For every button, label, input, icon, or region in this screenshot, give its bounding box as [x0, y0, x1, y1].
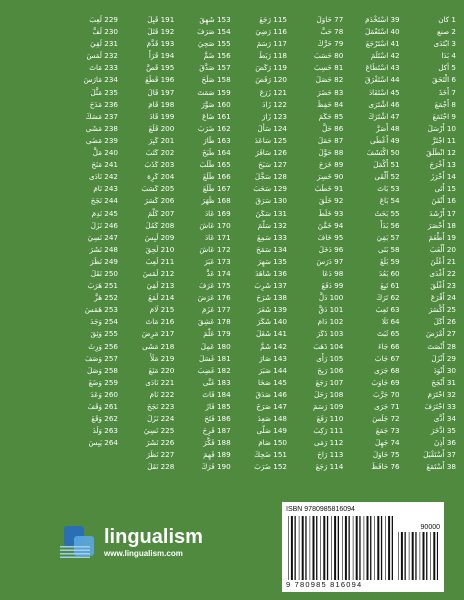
verb-entry: 44 اسْتَغْرَقَ	[365, 75, 400, 85]
verb-entry: 42 اسْتَلَمَ	[370, 51, 400, 61]
verb-entry: 198 قَامَ	[148, 99, 175, 109]
verb-entry: 239 مَضَى	[85, 135, 118, 145]
verb-entry: 6 الْتَحَقَ	[432, 75, 456, 85]
verb-entry: 77 حَاوَلَ	[316, 15, 344, 24]
verb-entry: 241 مَنَحَ	[91, 160, 118, 170]
verb-entry: 145 صَحَا	[258, 377, 287, 387]
verb-entry: 37 أَسْتَقْبَلَ	[423, 450, 456, 460]
brand-url: www.lingualism.com	[104, 548, 183, 558]
verb-entry: 247 نَسِيَ	[87, 232, 118, 242]
verb-entry: 218 مَشَى	[142, 341, 175, 351]
verb-entry: 176 عَرَضَ	[197, 293, 231, 303]
verb-entry: 172 عَاشَ	[199, 244, 231, 254]
verb-entry: 129 سَحَبَ	[253, 184, 287, 194]
barcode-bars	[288, 516, 396, 580]
verb-entry: 21 أَعْلَنَ	[430, 256, 456, 266]
verb-entry: 158 صَلَحَ	[201, 75, 231, 85]
verb-entry: 94 خَمَّنَ	[317, 220, 344, 230]
verb-entry: 98 دَعَا	[322, 268, 344, 278]
verb-entry: 82 حَصَلَ	[315, 75, 344, 85]
verb-entry: 229 لَعِبَ	[89, 15, 118, 24]
verb-entry: 59 بَلَغَ	[379, 256, 400, 266]
verb-entry: 254 وَجَدَ	[90, 317, 118, 327]
verb-entry: 118 رَبَطَ	[258, 51, 287, 61]
verb-entry: 106 رَبِحَ	[317, 365, 344, 375]
verb-entry: 195 قَصَّ	[146, 63, 175, 73]
verb-entry: 242 نَادَى	[88, 172, 118, 182]
verb-entry: 184 فَاتَ	[202, 389, 231, 399]
verb-entry: 157 صَدَّقَ	[199, 63, 231, 73]
verb-entry: 238 مَشَى	[85, 123, 118, 133]
price-code: 90000	[420, 524, 440, 531]
verb-entry: 88 حَوَّلَ	[318, 148, 344, 158]
verb-entry: 244 نَجَحَ	[90, 196, 118, 206]
verb-entry: 213 لَقِيَ	[146, 281, 175, 291]
verb-column-4	[233, 14, 287, 474]
verb-entry: 45 اسْتَفَادَ	[368, 87, 400, 97]
verb-entry: 27 أَمْرَضَ	[426, 329, 456, 339]
verb-entry: 90 خَسِرَ	[317, 172, 344, 182]
verb-entry: 17 أَرْشَدَ	[429, 208, 456, 218]
verb-entry: 49 أَعْطَى	[370, 135, 400, 145]
verb-entry: 34 أَدَّى	[433, 414, 456, 424]
verb-entry: 64 تَلَا	[381, 317, 400, 327]
verb-entry: 81 حَسِبَ	[313, 63, 344, 73]
verb-entry: 207 كَلَّمَ	[147, 208, 175, 218]
verb-entry: 260 وَعَدَ	[90, 389, 118, 399]
verb-entry: 32 احْتَرَمَ	[427, 389, 456, 399]
verb-entry: 79 حَرَّكَ	[317, 39, 344, 49]
verb-entry: 246 نَزَلَ	[90, 220, 118, 230]
verb-entry: 155 صَحِيَ	[197, 39, 231, 49]
verb-column-2	[346, 14, 400, 474]
brand-name: lingualism	[104, 525, 203, 548]
verb-entry: 142 شَمَّ	[260, 341, 287, 351]
verb-entry: 65 ثَبَتَ	[376, 329, 400, 339]
verb-entry: 231 لَقِيَ	[90, 39, 118, 49]
verb-entry: 153 شَهِقَ	[199, 15, 231, 24]
verb-entry: 196 قَطَعَ	[145, 75, 175, 85]
verb-entry: 169 عَادَ	[204, 208, 231, 218]
verb-entry: 7 أَخَذَ	[438, 87, 456, 97]
verb-entry: 5 أكل	[438, 63, 456, 73]
verb-entry: 31 أَنْجَحَ	[431, 377, 456, 387]
verb-entry: 11 اجْتَرَّ	[431, 135, 456, 145]
verb-entry: 110 رَفَعَ	[316, 414, 344, 424]
verb-entry: 84 حَفِظَ	[316, 99, 344, 109]
verb-entry: 28 أَنْصَتَ	[427, 341, 456, 351]
verb-entry: 76 حَافَظَ	[371, 462, 400, 472]
verb-entry: 62 تَرَكَ	[376, 293, 400, 303]
verb-entry: 111 رَكِبَ	[313, 426, 344, 436]
verb-entry: 203 كَذَبَ	[144, 160, 175, 170]
verb-entry: 93 خَلَطَ	[318, 208, 344, 218]
verb-entry: 237 مَسَكَ	[85, 111, 118, 121]
verb-entry: 24 أَقْرَعَ	[430, 293, 456, 303]
verb-entry: 47 اشْتَرَكَ	[368, 111, 400, 121]
verb-entry: 108 رَحَلَ	[313, 389, 344, 399]
verb-entry: 263 وَلَدَ	[92, 426, 118, 436]
verb-entry: 126 سَافَرَ	[255, 148, 287, 158]
verb-entry: 75 حَاوَلَ	[372, 450, 400, 460]
verb-entry: 23 أَغْلَقَ	[430, 281, 456, 291]
verb-entry: 219 مَلَأَ	[150, 353, 175, 363]
verb-entry: 136 شَاهَدَ	[255, 268, 287, 278]
verb-entry: 138 شَرَحَ	[256, 293, 287, 303]
verb-entry: 216 مَاتَ	[145, 317, 175, 327]
verb-entry: 66 جَاءَ	[378, 341, 400, 351]
verb-entry: 67 جَابَ	[374, 353, 400, 363]
verb-entry: 149 صَلَّى	[256, 426, 287, 436]
verb-entry: 183 غَنَّى	[202, 377, 231, 387]
verb-entry: 29 أَنْزَلَ	[431, 353, 456, 363]
verb-entry: 199 قَادَ	[149, 111, 175, 121]
verb-entry: 25 أَكْسَرَ	[428, 305, 456, 315]
verb-entry: 121 زَرَعَ	[259, 87, 287, 97]
verb-entry: 257 وَصَفَ	[84, 353, 118, 363]
verb-list	[64, 14, 456, 474]
verb-entry: 80 حَسَبَ	[313, 51, 344, 61]
verb-entry: 2 صنع	[437, 27, 456, 37]
verb-column-1	[402, 14, 456, 474]
verb-entry: 16 أَتْقَنَ	[431, 196, 456, 206]
verb-entry: 197 قَالَ	[147, 87, 175, 97]
verb-entry: 223 نَجَحَ	[147, 402, 175, 411]
verb-entry: 205 كَسَبَ	[141, 184, 175, 194]
verb-entry: 15 أَتَى	[434, 184, 456, 194]
verb-entry: 91 خَطَبَ	[314, 184, 344, 194]
verb-entry: 61 تَبِعَ	[380, 281, 400, 291]
verb-entry: 232 لَمَسَ	[86, 51, 118, 61]
verb-entry: 258 وَصَلَ	[86, 365, 118, 375]
verb-entry: 148 صَعِدَ	[257, 414, 287, 424]
verb-entry: 97 دَرَسَ	[316, 256, 344, 266]
verb-entry: 50 اكْتَشَفَ	[366, 148, 400, 158]
verb-entry: 40 اسْتَعْمَلَ	[364, 27, 400, 37]
verb-entry: 259 وَضَعَ	[88, 377, 118, 387]
verb-entry: 46 اشْتَرَى	[368, 99, 400, 109]
verb-entry: 139 شَعَرَ	[257, 305, 287, 315]
isbn-barcode	[282, 502, 444, 592]
verb-entry: 18 أَحْصَرَ	[427, 220, 456, 230]
verb-entry: 220 مَنَعَ	[148, 365, 175, 375]
verb-entry: 194 قَرَأَ	[148, 51, 175, 61]
verb-entry: 245 نَدِمَ	[91, 208, 118, 218]
logo-mark-icon	[60, 524, 100, 560]
verb-entry: 134 سَمَحَ	[256, 244, 287, 254]
verb-entry: 35 ادَّخَرَ	[430, 426, 456, 436]
verb-entry: 95 خَافَ	[317, 232, 344, 242]
verb-entry: 180 عَمِلَ	[200, 341, 231, 351]
verb-entry: 19 أَطْعَمَ	[428, 232, 456, 242]
verb-entry: 1 كان	[438, 15, 456, 24]
verb-entry: 73 جَمَعَ	[375, 426, 400, 436]
verb-entry: 181 غَسَلَ	[199, 353, 231, 363]
verb-entry: 162 ضَرَبَ	[197, 123, 231, 133]
verb-entry: 186 فَتَحَ	[204, 414, 231, 424]
verb-entry: 190 فَرَكَ	[201, 462, 231, 472]
verb-entry: 165 طَلَبَ	[199, 160, 231, 170]
verb-entry: 120 رَفَضَ	[255, 75, 287, 85]
verb-entry: 41 اسْتَرْجَعَ	[365, 39, 400, 49]
verb-column-5	[177, 14, 231, 474]
verb-entry: 116 رَضِيَ	[255, 27, 287, 37]
verb-entry: 168 ظَهَرَ	[201, 196, 231, 206]
verb-entry: 113 رَاحَ	[317, 450, 344, 460]
verb-entry: 43 اسْتَطَاعَ	[365, 63, 400, 73]
verb-entry: 54 بَاعَ	[379, 196, 400, 206]
verb-entry: 144 صَبَرَ	[258, 365, 287, 375]
verb-entry: 227 نَظَرَ	[146, 450, 175, 460]
verb-entry: 26 أَكَلَ	[433, 317, 456, 327]
verb-entry: 83 حَضَرَ	[317, 87, 344, 97]
verb-entry: 30 أَنْوَدَ	[433, 365, 456, 375]
verb-entry: 125 سَاعَدَ	[254, 135, 287, 145]
verb-entry: 124 سَأَلَ	[257, 123, 287, 133]
verb-entry: 208 كَمُلَ	[145, 220, 175, 230]
verb-entry: 135 سَهِرَ	[257, 256, 287, 266]
verb-entry: 60 بَعُدَ	[378, 268, 400, 278]
verb-entry: 178 عَشِقَ	[197, 317, 231, 327]
verb-entry: 167 طَلَعَ	[202, 184, 231, 194]
verb-entry: 187 فَرِحَ	[202, 426, 231, 436]
verb-entry: 89 خَرَجَ	[318, 160, 344, 170]
verb-entry: 33 احْتَرَفَ	[424, 402, 456, 411]
verb-entry: 69 جَاوَبَ	[371, 377, 400, 387]
verb-entry: 36 أَذِنَ	[434, 438, 456, 448]
verb-entry: 104 ذَهَبَ	[313, 341, 344, 351]
verb-entry: 150 صَامَ	[258, 438, 287, 448]
verb-entry: 189 فَهِمَ	[203, 450, 231, 460]
verb-entry: 256 وَرِثَ	[88, 341, 118, 351]
verb-entry: 130 سَرَقَ	[255, 196, 287, 206]
verb-entry: 70 جَرَّبَ	[373, 389, 400, 399]
verb-column-3	[289, 14, 343, 474]
verb-entry: 3 ابْتَدَى	[433, 39, 456, 49]
verb-entry: 9 اجْتَمَعَ	[432, 111, 456, 121]
barcode-addon-bars	[398, 532, 438, 580]
verb-entry: 214 لَمَعَ	[148, 293, 175, 303]
verb-entry: 58 بَنَى	[378, 244, 400, 254]
verb-entry: 188 فَكَّرَ	[203, 438, 231, 448]
verb-entry: 230 لَفَّ	[92, 27, 118, 37]
verb-entry: 175 عَرَفَ	[198, 281, 231, 291]
verb-entry: 137 شَرِبَ	[254, 281, 287, 291]
verb-entry: 222 نَامَ	[149, 389, 175, 399]
verb-entry: 123 زَارَ	[262, 111, 287, 121]
verb-entry: 39 اسْتَخْدَمَ	[365, 15, 400, 24]
verb-entry: 204 كَرِهَ	[147, 172, 175, 182]
verb-entry: 103 ذَكَرَ	[316, 329, 344, 339]
verb-entry: 182 غَضِبَ	[197, 365, 231, 375]
verb-entry: 96 دَخَلَ	[318, 244, 344, 254]
verb-entry: 215 لَامَ	[149, 305, 175, 315]
verb-entry: 211 لَعِبَ	[145, 256, 175, 266]
verb-entry: 217 مَرِضَ	[141, 329, 175, 339]
verb-entry: 228 نَقَلَ	[147, 462, 175, 472]
verb-entry: 185 فَازَ	[205, 402, 231, 411]
verb-entry: 200 قَلَعَ	[148, 123, 175, 133]
verb-entry: 127 سَبَحَ	[258, 160, 287, 170]
verb-entry: 177 عَزَمَ	[201, 305, 231, 315]
verb-entry: 221 نَادَى	[145, 377, 175, 387]
verb-entry: 131 سَكَنَ	[255, 208, 287, 218]
verb-entry: 206 كَسَرَ	[144, 196, 175, 206]
verb-entry: 86 حَلَّ	[321, 123, 344, 133]
verb-entry: 92 خَلَقَ	[319, 196, 344, 206]
verb-entry: 250 نَقَلَ	[90, 268, 118, 278]
verb-entry: 22 أَغْدَى	[429, 268, 456, 278]
verb-entry: 236 مَدَحَ	[89, 99, 118, 109]
verb-entry: 192 قَتَلَ	[147, 27, 175, 37]
verb-entry: 212 لَمَسَ	[142, 268, 175, 278]
verb-entry: 55 بَحَثَ	[374, 208, 400, 218]
verb-entry: 171 عَادَ	[204, 232, 231, 242]
verb-entry: 13 أَخْرَجَ	[429, 160, 456, 170]
verb-entry: 156 ضَمَّ	[203, 51, 231, 61]
verb-entry: 56 بَدَأَ	[380, 220, 400, 230]
verb-entry: 251 هَرَبَ	[87, 281, 118, 291]
verb-entry: 166 طَلَعَ	[202, 172, 231, 182]
verb-entry: 163 طَارَ	[203, 135, 231, 145]
verb-entry: 122 زَادَ	[262, 99, 287, 109]
verb-entry: 72 جَلَسَ	[372, 414, 400, 424]
verb-entry: 173 عَبَرَ	[204, 256, 231, 266]
verb-entry: 71 جَرَى	[374, 402, 400, 411]
verb-entry: 63 تَعِبَ	[375, 305, 400, 315]
verb-column-7	[64, 14, 118, 474]
verb-entry: 240 مَلَّ	[92, 148, 118, 158]
verb-entry: 209 لَبِسَ	[144, 232, 175, 242]
isbn-label: ISBN 9780985816094	[286, 506, 355, 513]
verb-entry: 248 نَشَرَ	[89, 244, 118, 254]
verb-entry: 8 أَجْمَعَ	[434, 99, 456, 109]
verb-entry: 224 نَزَلَ	[147, 414, 175, 424]
verb-entry: 154 صَرَفَ	[197, 27, 231, 37]
verb-entry: 233 مَاتَ	[89, 63, 118, 73]
verb-entry: 159 صَمَتَ	[197, 87, 231, 97]
verb-entry: 161 ضَاعَ	[202, 111, 231, 121]
verb-entry: 146 صَدَقَ	[255, 389, 287, 399]
verb-entry: 74 جَهِلَ	[375, 438, 400, 448]
verb-entry: 133 سَمِعَ	[256, 232, 287, 242]
verb-entry: 20 أَلْعَبَ	[429, 244, 456, 254]
verb-entry: 210 لَحِقَ	[145, 244, 175, 254]
verb-entry: 160 صَوَّرَ	[201, 99, 231, 109]
verb-entry: 119 رَكَضَ	[255, 63, 287, 73]
lingualism-logo	[60, 524, 203, 560]
verb-entry: 51 أَكْمَلَ	[373, 160, 400, 170]
verb-entry: 117 رَسَمَ	[256, 39, 287, 49]
verb-entry: 174 عَدَّ	[206, 268, 231, 278]
verb-entry: 243 نَامَ	[93, 184, 118, 194]
verb-entry: 147 صَرَخَ	[256, 402, 287, 411]
verb-entry: 164 طَبَخَ	[202, 148, 231, 158]
verb-entry: 128 سَجَّلَ	[254, 172, 287, 182]
verb-entry: 191 قَبِلَ	[147, 15, 175, 24]
verb-entry: 140 شَكَرَ	[257, 317, 287, 327]
verb-entry: 105 رَأَى	[316, 353, 344, 363]
verb-entry: 107 رَجَعَ	[315, 377, 344, 387]
verb-entry: 201 كَبِرَ	[148, 135, 175, 145]
verb-entry: 193 قَدَّمَ	[146, 39, 175, 49]
verb-entry: 152 ضَرَبَ	[254, 462, 287, 472]
verb-entry: 225 نَسِيَ	[143, 426, 175, 436]
verb-entry: 99 دَفَعَ	[321, 281, 344, 291]
verb-entry: 14 أَحْرَزَ	[430, 172, 456, 182]
verb-entry: 53 بَاتَ	[377, 184, 400, 194]
verb-entry: 253 هَمَسَ	[84, 305, 118, 315]
verb-entry: 226 نَشَرَ	[145, 438, 175, 448]
verb-column-6	[120, 14, 174, 474]
verb-entry: 262 وَقَعَ	[91, 414, 118, 424]
verb-entry: 78 حَبَّ	[320, 27, 344, 37]
verb-entry: 38 أَسْتَمَعَ	[426, 462, 456, 472]
verb-entry: 85 حَكَمَ	[318, 111, 344, 121]
verb-entry: 151 ضَحِكَ	[254, 450, 287, 460]
verb-entry: 132 سَلَّمَ	[257, 220, 287, 230]
verb-entry: 179 عَلَّمَ	[203, 329, 231, 339]
verb-entry: 57 بَقِيَ	[376, 232, 400, 242]
verb-entry: 252 هَزَّ	[94, 293, 118, 303]
verb-entry: 100 دَلَّ	[318, 293, 344, 303]
verb-entry: 264 يَبِسَ	[88, 438, 118, 448]
verb-entry: 202 كَتَبَ	[145, 148, 175, 158]
verb-entry: 234 مَارَسَ	[83, 75, 118, 85]
verb-entry: 12 انْطَلَقَ	[426, 148, 456, 158]
verb-entry: 101 دَقَّ	[318, 305, 344, 315]
verb-entry: 48 أَصَرَّ	[376, 123, 400, 133]
verb-entry: 109 رَسَمَ	[313, 402, 344, 411]
verb-entry: 114 رَجَعَ	[315, 462, 344, 472]
verb-entry: 68 جَرَى	[374, 365, 400, 375]
verb-entry: 115 رَجَعَ	[259, 15, 287, 24]
verb-entry: 235 مَثَّلَ	[90, 87, 118, 97]
verb-entry: 141 شَغَلَ	[256, 329, 287, 339]
verb-entry: 261 وَقَفَ	[87, 402, 118, 411]
barcode-digits: 9 780985 816094	[286, 580, 363, 589]
verb-entry: 255 وَثِقَ	[90, 329, 118, 339]
verb-entry: 87 حَمَلَ	[317, 135, 344, 145]
verb-entry: 4 بَدَا	[441, 51, 456, 61]
verb-entry: 112 رَمَى	[313, 438, 344, 448]
verb-entry: 102 دَامَ	[317, 317, 344, 327]
verb-entry: 143 صَارَ	[259, 353, 287, 363]
verb-entry: 249 نَظَرَ	[90, 256, 118, 266]
verb-entry: 170 عَاشَ	[199, 220, 231, 230]
verb-entry: 52 أَلْقَى	[374, 172, 400, 182]
verb-entry: 10 أَرْسَلَ	[427, 123, 456, 133]
